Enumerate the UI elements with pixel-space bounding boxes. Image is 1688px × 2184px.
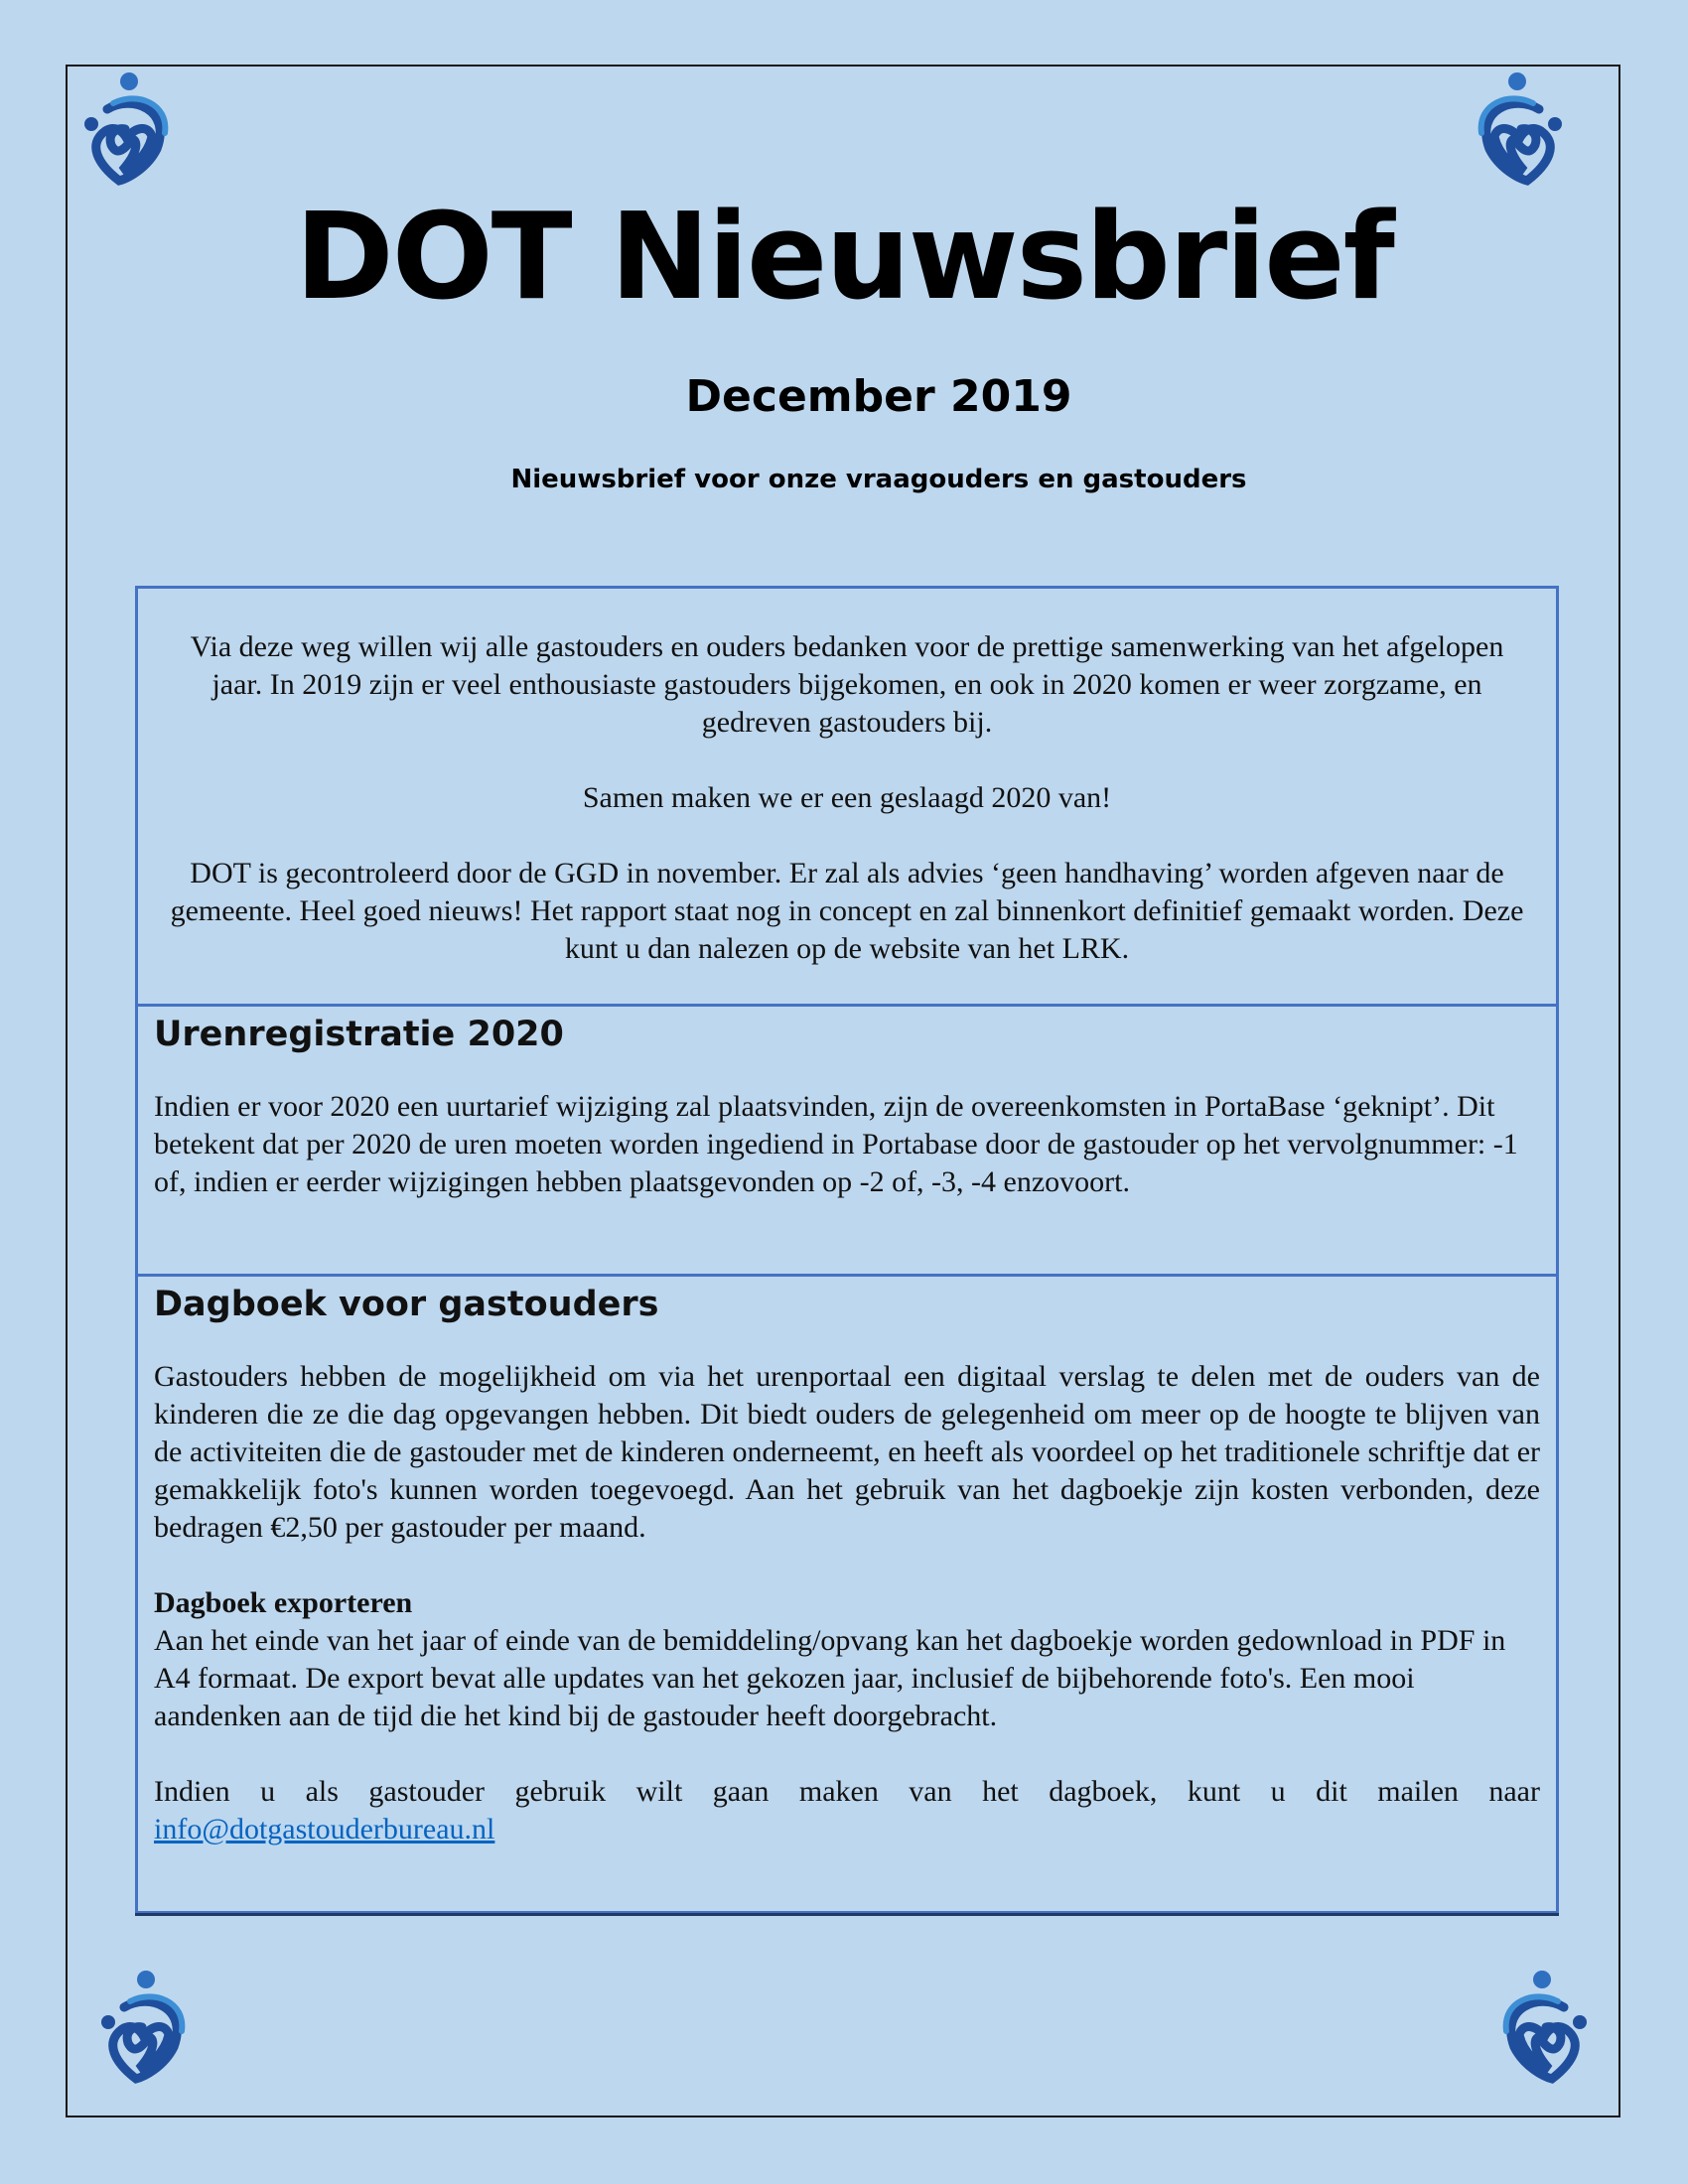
dagboek-mail-paragraph	[154, 1773, 1540, 1848]
intro-paragraph-ggd: DOT is gecontroleerd door de GGD in november. Er zal als advies ‘geen handhaving’ worden afgeven naar de gemeente. Heel goed nieuws! Het rapport staat nog in concept en zal binnenkort definitief gemaakt worden. Deze kunt u dan nalezen op de website van het LRK.	[170, 857, 1524, 965]
content-box	[135, 586, 1559, 1914]
intro-paragraph-thanks: Via deze weg willen wij alle gastouders en ouders bedanken voor de prettige samenwerking van het afgelopen jaar. In 2019 zijn er veel enthousiaste gastouders bijgekomen, en ook in 2020 komen er weer zorgzame, en gedreven gastouders bij.	[190, 630, 1504, 739]
urenregistratie-text: Indien er voor 2020 een uurtarief wijziging zal plaatsvinden, zijn de overeenkomsten in PortaBase ‘geknipt’. Dit betekent dat per 2020 de uren moeten worden ingediend in Portabase door de gastouder op het vervolgnummer: -1 of, indien er eerder wijzigingen hebben plaatsgevonden op -2 of, -3, -4 enzovoort.	[154, 1090, 1518, 1198]
box-bottom-shadow	[135, 1913, 1559, 1916]
dagboek-export-heading: Dagboek exporteren	[154, 1586, 413, 1619]
newsletter-title: DOT Nieuwsbrief	[295, 189, 1393, 327]
heart-person-logo-icon	[77, 69, 187, 189]
urenregistratie-heading: Urenregistratie 2020	[154, 1015, 564, 1054]
dagboek-text: Gastouders hebben de mogelijkheid om via het urenportaal een digitaal verslag te delen met de ouders van de kinderen die ze die dag opgevangen hebben. Dit biedt ouders de gelegenheid om meer op de hoogte te blijven van de activiteiten die de gastouder met de kinderen onderneemt, en heeft als voordeel op het traditionele schriftje dat er gemakkelijk foto's kunnen worden toegevoegd. Aan het gebruik van het dagboekje zijn kosten verbonden, deze bedragen €2,50 per gastouder per maand.	[154, 1360, 1540, 1544]
newsletter-date: December 2019	[685, 371, 1072, 422]
email-link[interactable]: info@dotgastouderbureau.nl	[154, 1813, 495, 1845]
heart-person-logo-icon	[1484, 1968, 1594, 2087]
intro-section	[138, 589, 1556, 1004]
urenregistratie-section	[138, 1004, 1556, 1274]
intro-paragraph-2020: Samen maken we er een geslaagd 2020 van!	[582, 781, 1112, 814]
dagboek-heading: Dagboek voor gastouders	[154, 1285, 659, 1324]
heart-person-logo-icon	[1460, 69, 1569, 189]
dagboek-export-text: Aan het einde van het jaar of einde van de bemiddeling/opvang kan het dagboekje worden gedownload in PDF in A4 formaat. De export bevat alle updates van het gekozen jaar, inclusief de bijbehorende foto's. Een mooi aandenken aan de tijd die het kind bij de gastouder heeft doorgebracht.	[154, 1624, 1506, 1732]
dagboek-mail-text: Indien u als gastouder gebruik wilt gaan maken van het dagboek, kunt u dit mailen naar	[154, 1775, 1540, 1808]
heart-person-logo-icon	[94, 1968, 204, 2087]
dagboek-section	[138, 1274, 1556, 1911]
newsletter-tagline: Nieuwsbrief voor onze vraagouders en gastouders	[510, 465, 1247, 494]
